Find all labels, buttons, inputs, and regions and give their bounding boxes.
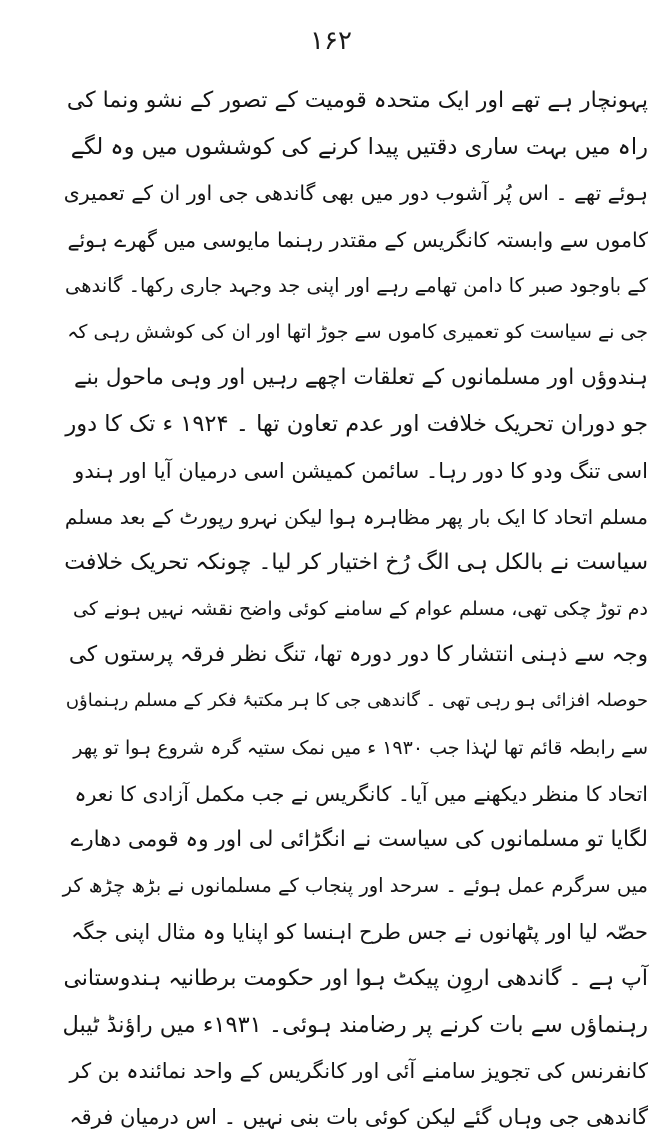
text-line: کاموں سے وابستہ کانگریس کے مقتدر رہنما مایوسی میں گھرے ہوئے: [67, 227, 648, 252]
text-line: گاندھی جی وہاں گئے لیکن کوئی بات بنی نہیں ۔ اس درمیان فرقہ: [69, 1105, 648, 1130]
body-text: [62, 78, 648, 1140]
text-line: اتحاد کا منظر دیکھنے میں آیا۔ کانگریس نے جب مکمل آزادی کا نعرہ: [74, 781, 648, 806]
text-line: مسلم اتحاد کا ایک بار پھر مظاہرہ ہوا لیکن نہرو رپورٹ کے بعد مسلم: [64, 504, 648, 529]
text-line: میں سرگرم عمل ہوئے ۔ سرحد اور پنجاب کے مسلمانوں نے بڑھ چڑھ کر: [62, 874, 648, 898]
text-line: لگایا تو مسلمانوں کی سیاست نے انگڑائی لی اور وہ قومی دھارے: [70, 827, 648, 852]
text-line: سیاست نے بالکل ہی الگ رُخ اختیار کر لیا۔ چونکہ تحریک خلافت: [64, 549, 648, 575]
text-line: جو دوران تحریک خلافت اور عدم تعاون تھا ۔ ۱۹۲۴ ء تک کا دور: [65, 411, 648, 438]
text-line: اسی تنگ ودو کا دور رہا۔ سائمن کمیشن اسی درمیان آیا اور ہندو: [74, 458, 648, 483]
text-line: حصّہ لیا اور پٹھانوں نے جس طرح اہنسا کو اپنایا وہ مثال اپنی جگہ: [71, 920, 648, 945]
text-line: سے رابطہ قائم تھا لہٰذا جب ۱۹۳۰ ء میں نمک ستیہ گرہ شروع ہوا تو پھر: [73, 736, 648, 759]
text-line: حوصلہ افزائی ہو رہی تھی ۔ گاندھی جی کا ہر مکتبۂ فکر کے مسلم رہنماؤں: [65, 690, 648, 712]
text-line: راہ میں بہت ساری دقتیں پیدا کرنے کی کوششوں میں وہ لگے: [70, 134, 648, 161]
text-line: آپ ہے ۔ گاندھی اروِن پیکٹ ہوا اور حکومت برطانیہ ہندوستانی: [63, 965, 648, 991]
text-line: دم توڑ چکی تھی، مسلم عوام کے سامنے کوئی واضح نقشہ نہیں ہونے کی: [73, 598, 648, 621]
text-line: کانفرنس کی تجویز سامنے آئی اور کانگریس کے واحد نمائندہ بن کر: [69, 1058, 648, 1083]
text-line: پہونچار ہے تھے اور ایک متحدہ قومیت کے تصور کے نشو ونما کی: [66, 88, 648, 113]
text-line: ہندوؤں اور مسلمانوں کے تعلقات اچھے رہیں اور وہی ماحول بنے: [73, 365, 648, 391]
text-line: جی نے سیاست کو تعمیری کاموں سے جوڑ اتھا اور ان کی کوشش رہی کہ: [67, 320, 648, 343]
text-line: کے باوجود صبر کا دامن تھامے رہے اور اپنی جد وجہد جاری رکھا۔ گاندھی: [64, 273, 648, 297]
text-line: ہوئے تھے ۔ اس پُر آشوب دور میں بھی گاندھی جی اور ان کے تعمیری: [63, 181, 648, 206]
text-line: رہنماؤں سے بات کرنے پر رضامند ہوئی۔ ۱۹۳۱ء میں راؤنڈ ٹیبل: [62, 1011, 648, 1038]
page-number: ۱۶۲: [310, 26, 352, 56]
text-line: وجہ سے ذہنی انتشار کا دور دورہ تھا، تنگ نظر فرقہ پرستوں کی: [68, 642, 648, 668]
